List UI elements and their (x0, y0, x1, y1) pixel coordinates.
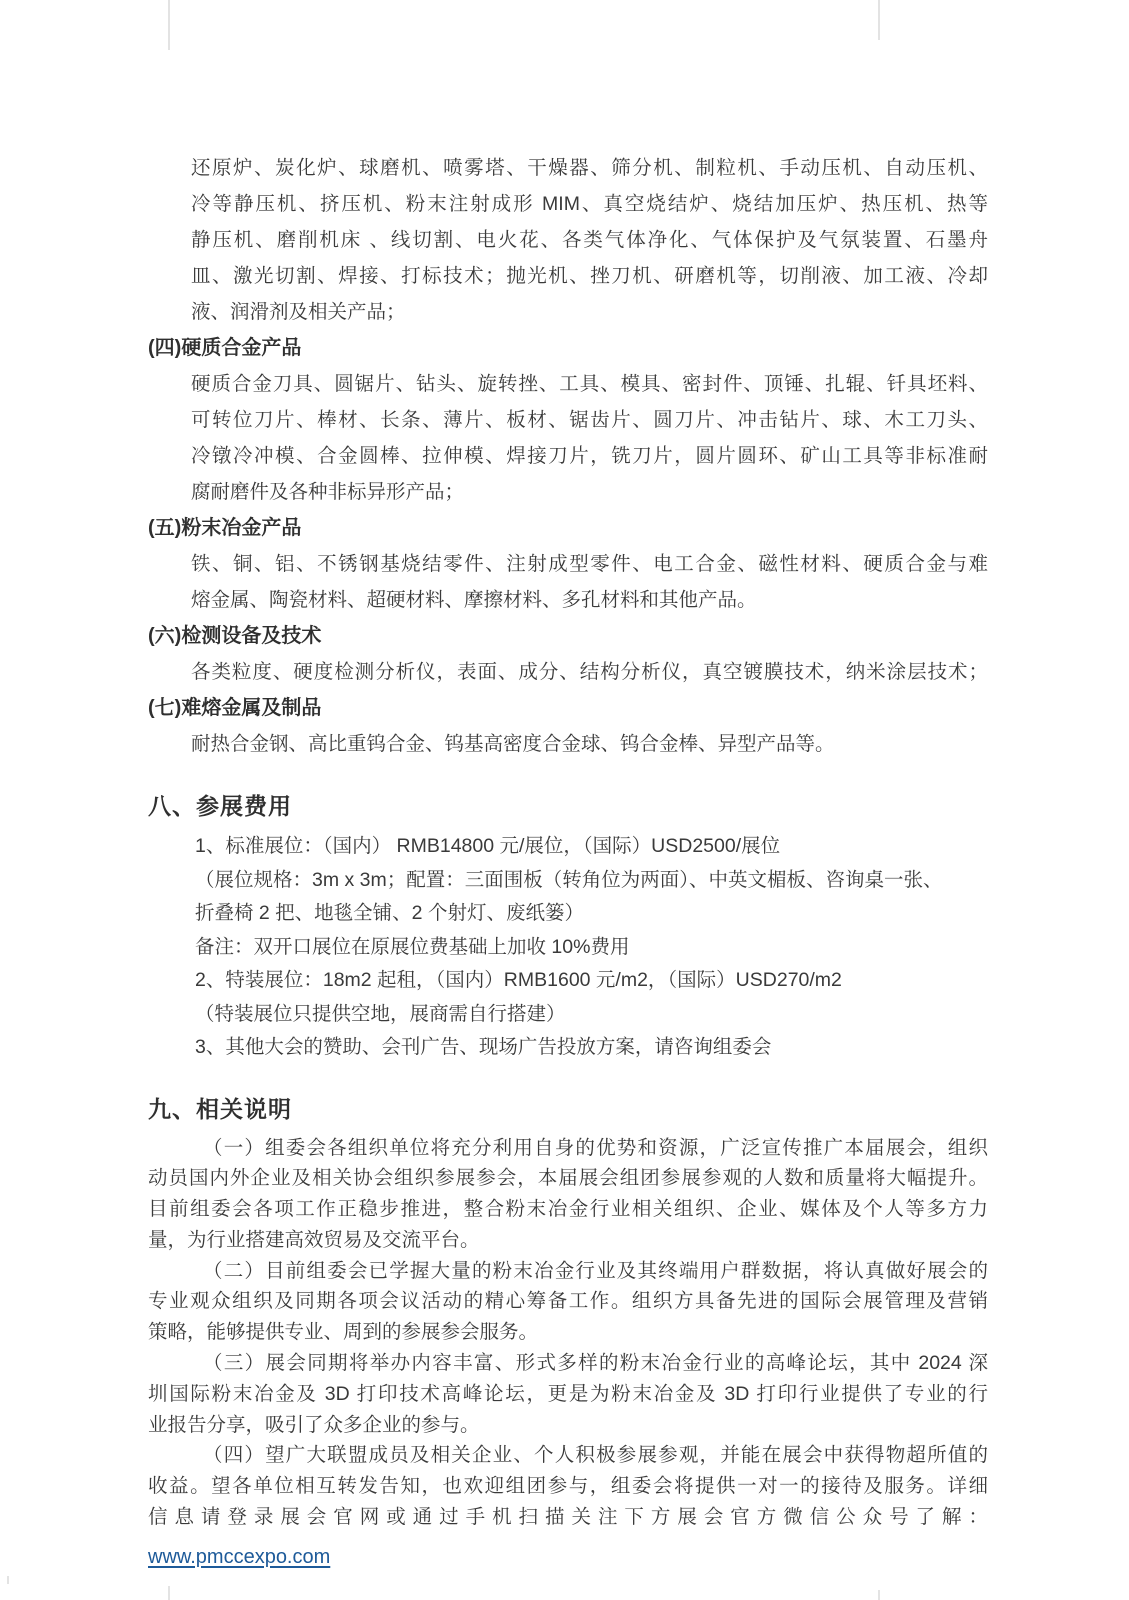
section-powder-metallurgy-products (148, 510, 988, 618)
document-content (148, 150, 988, 1577)
text-line: 专业观众组织及同期各项会议活动的精心筹备工作。组织方具备先进的国际会展管理及营销 (148, 1290, 988, 1313)
text-line: 圳国际粉末冶金及 3D 打印技术高峰论坛，更是为粉末冶金及 3D 打印行业提供了专业的行 (148, 1382, 988, 1405)
subsection-heading: (六)检测设备及技术 (148, 625, 322, 647)
text-line: （四）望广大联盟成员及相关企业、个人积极参展参观，并能在展会中获得物超所值的 (203, 1444, 988, 1467)
subsection-heading: (五)粉末冶金产品 (148, 517, 302, 539)
fee-line: 折叠椅 2 把、地毯全铺、2 个射灯、废纸篓） (195, 902, 584, 924)
text-line: 还原炉、炭化炉、球磨机、喷雾塔、干燥器、筛分机、制粒机、手动压机、自动压机、 (191, 157, 988, 179)
text-line: 硬质合金刀具、圆锯片、钻头、旋转挫、工具、模具、密封件、顶锤、扎辊、钎具坯料、 (191, 373, 988, 395)
text-line: 静压机、磨削机床 、线切割、电火花、各类气体净化、气体保护及气氛装置、石墨舟 (191, 229, 988, 251)
subsection-heading: (四)硬质合金产品 (148, 337, 302, 359)
text-line: 信息请登录展会官网或通过手机扫描关注下方展会官方微信公众号了解： (148, 1506, 988, 1529)
text-line: 铁、铜、铝、不锈钢基烧结零件、注射成型零件、电工合金、磁性材料、硬质合金与难 (191, 553, 988, 575)
text-line: （一）组委会各组织单位将充分利用自身的优势和资源，广泛宣传推广本届展会，组织 (203, 1136, 988, 1159)
text-line: 业报告分享，吸引了众多企业的参与。 (148, 1413, 480, 1436)
section-refractory-metals (148, 690, 988, 762)
section-heading: 八、参展费用 (148, 793, 292, 819)
fee-line: 2、特装展位：18m2 起租，（国内）RMB1600 元/m2，（国际）USD270/m2 (195, 969, 842, 991)
fee-line: 3、其他大会的赞助、会刊广告、现场广告投放方案，请咨询组委会 (195, 1036, 772, 1058)
text-line: 收益。望各单位相互转发告知，也欢迎组团参与，组委会将提供一对一的接待及服务。详细 (148, 1475, 988, 1498)
text-line: 可转位刀片、棒材、长条、薄片、板材、锯齿片、圆刀片、冲击钻片、球、木工刀头、 (191, 409, 988, 431)
text-line: （二）目前组委会已学握大量的粉末冶金行业及其终端用户群数据，将认真做好展会的 (203, 1259, 988, 1282)
text-line: 皿、激光切割、焊接、打标技术；抛光机、挫刀机、研磨机等，切削液、加工液、冷却 (191, 265, 988, 287)
fee-line: （展位规格：3m x 3m；配置：三面围板（转角位为两面）、中英文楣板、咨询桌一张、 (195, 868, 943, 891)
text-line: 动员国内外企业及相关协会组织参展参会，本届展会组团参展参观的人数和质量将大幅提升。 (148, 1167, 988, 1190)
website-link[interactable]: www.pmccexpo.com (148, 1545, 331, 1568)
scan-artifact-bottom-right (878, 1590, 880, 1600)
text-line: 熔金属、陶瓷材料、超硬材料、摩擦材料、多孔材料和其他产品。 (191, 589, 757, 611)
scan-artifact-top-left (168, 0, 170, 50)
text-line: 液、润滑剂及相关产品； (191, 301, 406, 323)
subsection-heading: (七)难熔金属及制品 (148, 697, 322, 719)
scan-artifact-bottom-left (168, 1586, 170, 1600)
text-line: 量，为行业搭建高效贸易及交流平台。 (148, 1228, 480, 1251)
section-exhibition-fees (148, 787, 988, 1065)
website-link-line (148, 1539, 988, 1577)
fee-line: 备注：双开口展位在原展位费基础上加收 10%费用 (195, 935, 630, 958)
text-line: 冷镦冷冲模、合金圆棒、拉伸模、焊接刀片，铣刀片，圆片圆环、矿山工具等非标准耐 (191, 445, 988, 467)
fee-line: （特装展位只提供空地，展商需自行搭建） (195, 1002, 566, 1025)
text-line: 冷等静压机、挤压机、粉末注射成形 MIM、真空烧结炉、烧结加压炉、热压机、热等 (191, 193, 988, 215)
text-line: （三）展会同期将举办内容丰富、形式多样的粉末冶金行业的高峰论坛，其中 2024 深 (203, 1352, 988, 1375)
fee-line: 1、标准展位：（国内） RMB14800 元/展位，（国际）USD2500/展位 (195, 835, 781, 857)
section-related-notes (148, 1090, 988, 1577)
section-testing-equipment (148, 618, 988, 690)
section-carbide-products (148, 330, 988, 510)
text-line: 腐耐磨件及各种非标异形产品； (191, 481, 465, 503)
text-line: 耐热合金钢、高比重钨合金、钨基高密度合金球、钨合金棒、异型产品等。 (191, 733, 835, 755)
text-line: 策略，能够提供专业、周到的参展参会服务。 (148, 1321, 539, 1344)
section-heading: 九、相关说明 (148, 1095, 292, 1122)
section-equipment-list (148, 150, 988, 330)
text-line: 各类粒度、硬度检测分析仪，表面、成分、结构分析仪，真空镀膜技术，纳米涂层技术； (191, 661, 988, 683)
text-line: 目前组委会各项工作正稳步推进，整合粉末冶金行业相关组织、企业、媒体及个人等多方力 (148, 1198, 988, 1221)
scan-artifact-left-edge (7, 1576, 9, 1584)
scan-artifact-top-right (878, 0, 880, 40)
